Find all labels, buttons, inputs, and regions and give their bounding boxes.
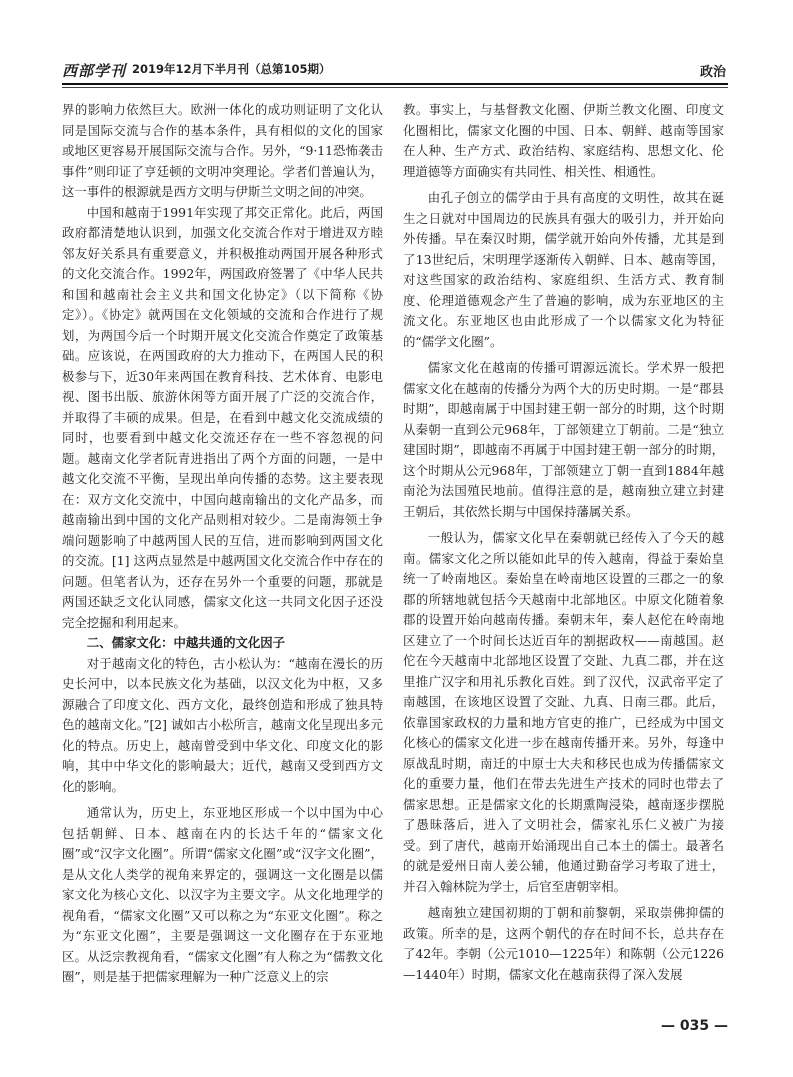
issue-info: 2019年12月下半月刊（总第105期） xyxy=(132,62,331,76)
paragraph: 由孔子创立的儒学由于具有高度的文明性，故其在诞生之日就对中国周边的民族具有强大的吸引力，并开始向外传播。早在秦汉时期，儒学就开始向外传播，尤其是到了13世纪后，宋明理学逐渐传入朝鲜、日本、越南等国，对这些国家的政治结构、家庭组织、生活方式、教育制度、伦理道德观念产生了普遍的影响，成为东亚地区的主流文化。东亚地区也由此形成了一个以儒家文化为特征的“儒学文化圈”。 xyxy=(403,190,724,349)
right-column xyxy=(403,100,724,985)
paragraph: 通常认为，历史上，东亚地区形成一个以中国为中心包括朝鲜、日本、越南在内的长达千年的“儒家文化圈”或“汉字文化圈”。所谓“儒家文化圈”或“汉字文化圈”，是从文化人类学的视角来界定的，强调这一文化圈是以儒家文化为核心文化、以汉字为主要文字。从文化地理学的视角看，“儒家文化圈”又可以称之为“东亚文化圈”。称之为“东亚文化圈”，主要是强调这一文化圈存在于东亚地区。从泛宗教视角看，“儒家文化圈”有人称之为“儒教文化圈”，则是基于把儒家理解为一种广泛意义上的宗 xyxy=(62,805,383,984)
paragraph: 界的影响力依然巨大。欧洲一体化的成功则证明了文化认同是国际交流与合作的基本条件，具有相似的文化的国家或地区更容易开展国际交流与合作。另外，“9·11恐怖袭击事件”则印证了亨廷顿的文明冲突理论。学者们普遍认为，这一事件的根源就是西方文明与伊斯兰文明之间的冲突。 xyxy=(62,102,383,199)
paragraph: 中国和越南于1991年实现了邦交正常化。此后，两国政府都清楚地认识到，加强文化交流合作对于增进双方睦邻友好关系具有重要意义，并积极推动两国开展各种形式的文化交流合作。1992年，两国政府签署了《中华人民共和国和越南社会主义共和国文化协定》（以下简称《协定》）。《协定》就两国在文化领域的交流和合作进行了规划，为两国今后一个时期开展文化交流合作奠定了政策基础。应该说，在两国政府的大力推动下，在两国人民的积极参与下，近30年来两国在教育科技、艺术体育、电影电视、图书出版、旅游休闲等方面开展了广泛的交流合作，并取得了丰硕的成果。但是，在看到中越文化交流成绩的同时，也要看到中越文化交流还存在一些不容忽视的问题。越南文化学者阮青进指出了两个方面的问题，一是中越文化交流不平衡，呈现出单向传播的态势。这主要表现在：双方文化交流中，中国向越南输出的文化产品多，而越南输出到中国的文化产品则相对较少。二是南海领土争端问题影响了中越两国人民的互信，进而影响到两国文化的交流。[1] 这两点显然是中越两国文化交流合作中存在的问题。但笔者认为，还存在另外一个重要的问题，那就是两国还缺乏文化认同感，儒家文化这一共同文化因子还没完全挖掘和利用起来。 xyxy=(62,204,383,630)
paragraph: 越南独立建国初期的丁朝和前黎朝，采取崇佛抑儒的政策。所幸的是，这两个朝代的存在时间不长，总共存在了42年。李朝（公元1010—1225年）和陈朝（公元1226—1440年）时期，儒家文化在越南获得了深入发展 xyxy=(403,905,725,982)
header-rule-thin xyxy=(62,87,728,88)
left-column xyxy=(62,100,383,988)
paragraph: 教。事实上，与基督教文化圈、伊斯兰教文化圈、印度文化圈相比，儒家文化圈的中国、日本、朝鲜、越南等国家在人种、生产方式、政治结构、家庭结构、思想文化、伦理道德等方面确实有共同性、相关性、相通性。 xyxy=(403,102,724,179)
paragraph: 对于越南文化的特色，古小松认为：“越南在漫长的历史长河中，以本民族文化为基础，以汉文化为中枢，又多源融合了印度文化、西方文化，最终创造和形成了独具特色的越南文化。”[2] 诚如古小松所言，越南文化呈现出多元化的特点。历史上，越南曾受到中华文化、印度文化的影响，其中中华文化的影响最大；近代，越南又受到西方文化的影响。 xyxy=(62,655,383,794)
page-number: — 035 — xyxy=(661,1018,728,1034)
paragraph: 一般认为，儒家文化早在秦朝就已经传入了今天的越南。儒家文化之所以能如此早的传入越南，得益于秦始皇统一了岭南地区。秦始皇在岭南地区设置的三郡之一的象郡的所辖地就包括今天越南中北部地区。中原文化随着象郡的设置开始向越南传播。秦朝末年，秦人赵佗在岭南地区建立了一个时间长达近百年的割据政权——南越国。赵佗在今天越南中北部地区设置了交趾、九真二郡，并在这里推广汉字和用礼乐教化百姓。到了汉代，汉武帝平定了南越国，在该地区设置了交趾、九真、日南三郡。此后，依靠国家政权的力量和地方官吏的推广，已经成为中国文化核心的儒家文化进一步在越南传播开来。另外，每逢中原战乱时期，南迁的中原士大夫和移民也成为传播儒家文化的重要力量，他们在带去先进生产技术的同时也带去了儒家思想。正是儒家文化的长期熏陶浸染，越南逐步摆脱了愚昧落后，进入了文明社会，儒家礼乐仁义被广为接受。到了唐代，越南开始涌现出自己本土的儒士。最著名的就是爱州日南人姜公辅，他通过勤奋学习考取了进士，并召入翰林院为学士，后官至唐朝宰相。 xyxy=(403,530,724,894)
paragraph: 儒家文化在越南的传播可谓源远流长。学术界一般把儒家文化在越南的传播分为两个大的历史时期。一是“郡县时期”，即越南属于中国封建王朝一部分的时期，这个时期从秦朝一直到公元968年，丁部领建立丁朝前。二是“独立建国时期”，即越南不再属于中国封建王朝一部分的时期，这个时期从公元968年，丁部领建立丁朝一直到1884年越南沦为法国殖民地前。值得注意的是，越南独立建立封建王朝后，其依然长期与中国保持藩属关系。 xyxy=(403,360,724,519)
page-header xyxy=(62,58,728,84)
header-rule xyxy=(62,83,728,85)
section-label: 政治 xyxy=(699,65,726,80)
section-heading: 二、儒家文化：中越共通的文化因子 xyxy=(86,635,286,650)
journal-name: 西部学刊 xyxy=(62,62,127,80)
